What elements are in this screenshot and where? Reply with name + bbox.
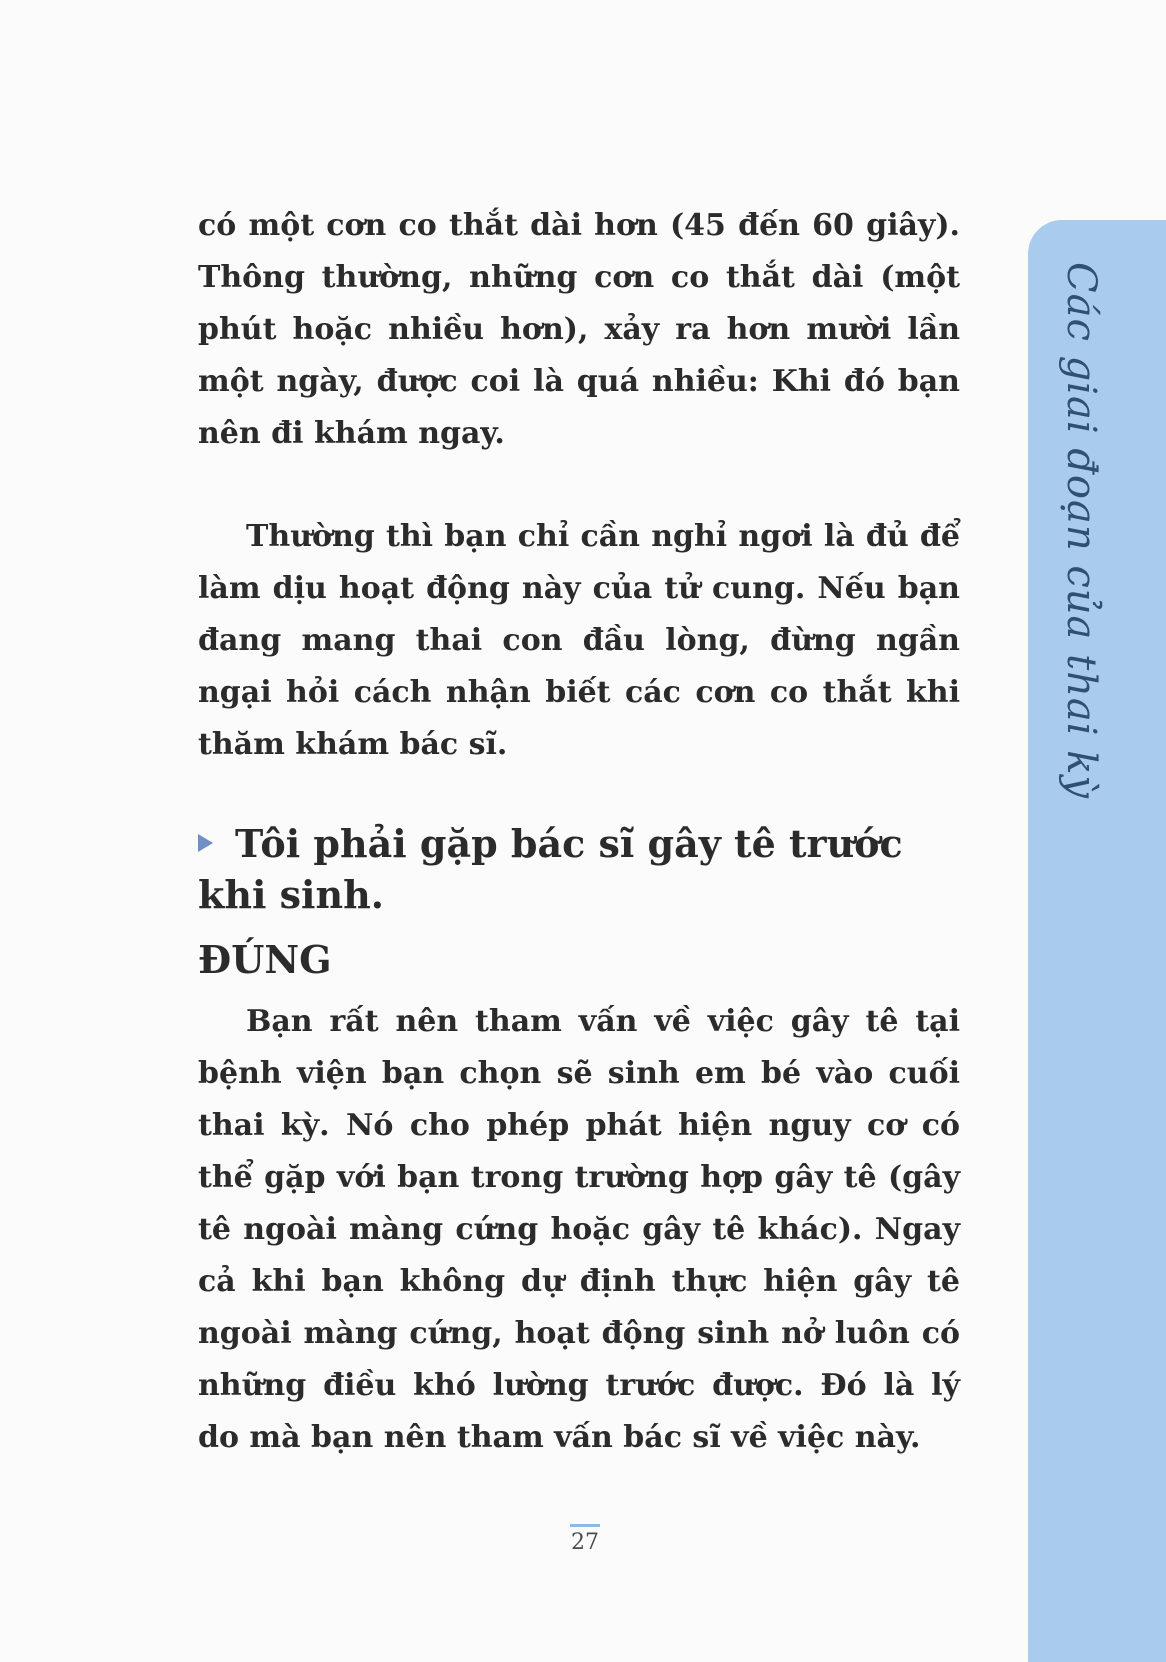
page-number: 27 (571, 1530, 599, 1555)
section-question-text: Tôi phải gặp bác sĩ gây tê trước khi sinh. (198, 821, 903, 917)
paragraph-rest-advice: Thường thì bạn chỉ cần nghỉ ngơi là đủ để làm dịu hoạt động này của tử cung. Nếu bạn đang mang thai con đầu lòng, đừng ngần ngại hỏi cách nhận biết các cơn co thắt khi thăm khám bác sĩ. (198, 519, 960, 762)
chapter-title: Các giai đoạn của thai kỳ (1058, 262, 1104, 800)
paragraph-continuation: có một cơn co thắt dài hơn (45 đến 60 giây). Thông thường, những cơn co thắt dài (một phút hoặc nhiều hơn), xảy ra hơn mười lần một ngày, được coi là quá nhiều: Khi đó bạn nên đi khám ngay. (198, 208, 960, 451)
triangle-bullet-icon (198, 834, 213, 852)
section-answer-label: ĐÚNG (198, 937, 332, 982)
section-question-heading (198, 818, 958, 920)
page-number-rule (570, 1524, 600, 1527)
paragraph-anesthesia-advice: Bạn rất nên tham vấn về việc gây tê tại bệnh viện bạn chọn sẽ sinh em bé vào cuối thai kỳ. Nó cho phép phát hiện nguy cơ có thể gặp với bạn trong trường hợp gây tê (gây tê ngoài màng cứng hoặc gây tê khác). Ngay cả khi bạn không dự định thực hiện gây tê ngoài màng cứng, hoạt động sinh nở luôn có những điều khó lường trước được. Đó là lý do mà bạn nên tham vấn bác sĩ về việc này. (198, 1004, 960, 1455)
